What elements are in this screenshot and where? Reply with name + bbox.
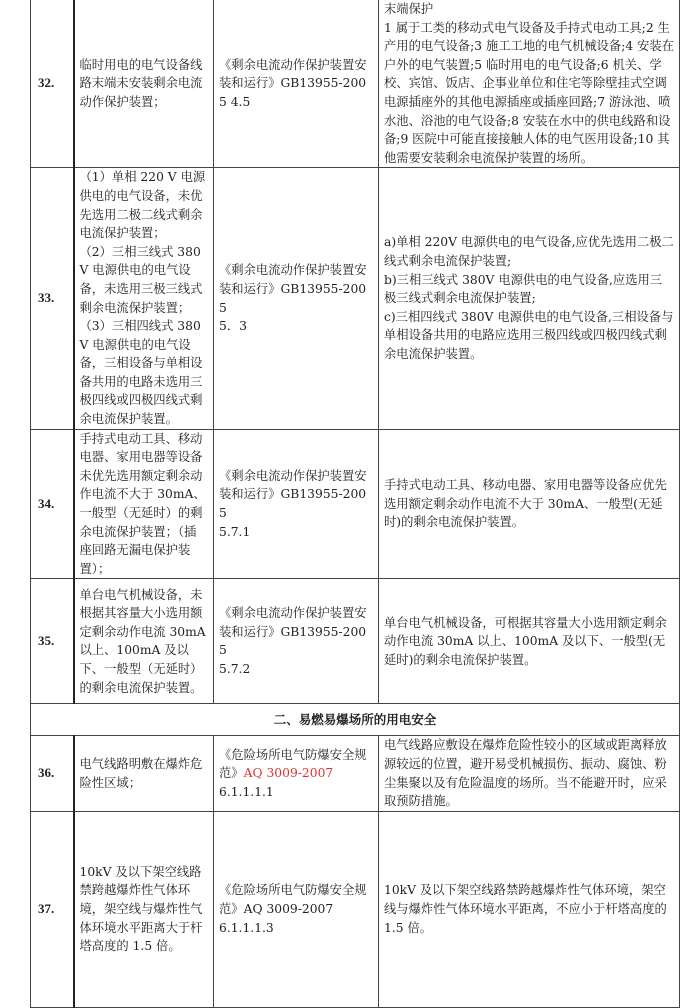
row-number: 36. [31, 736, 74, 811]
row-number: 34. [31, 429, 74, 579]
row-number: 33. [31, 168, 74, 429]
reference-cell: 《剩余电流动作保护装置安装和运行》GB13955-2005 5.7.2 [214, 579, 379, 704]
issue-cell: 10kV 及以下架空线路禁跨越爆炸性气体环境，架空线与爆炸性气体环境水平距离大于杆塔高度的 1.5 倍。 [74, 811, 214, 1007]
issue-cell: 手持式电动工具、移动电器、家用电器等设备未优先选用额定剩余动作电流不大于 30mA、一般型（无延时）的剩余电流保护装置；（插座回路无漏电保护装置）； [74, 429, 214, 579]
reference-cell: 《危险场所电气防爆安全规范》AQ 3009-2007 6.1.1.1.3 [214, 811, 379, 1007]
hazard-table [30, 0, 680, 1008]
table-row [31, 736, 680, 811]
row-number: 32. [31, 0, 74, 168]
reference-code-highlighted: AQ 3009-2007 [243, 766, 334, 781]
reference-cell [214, 736, 379, 811]
reference-title: 《危险场所电气防爆安全规范》 [219, 747, 367, 781]
issue-cell: 临时用电的电气设备线路末端未安装剩余电流动作保护装置； [74, 0, 214, 168]
requirement-cell: 电气线路应敷设在爆炸危险性较小的区域或距离释放源较远的位置，避开易受机械损伤、振动、腐蚀、粉尘集聚以及有危险温度的场所。当不能避开时，应采取预防措施。 [379, 736, 680, 811]
requirement-cell: 末端保护 1 属于工类的移动式电气设备及手持式电动工具;2 生产用的电气设备;3 施工工地的电气机械设备;4 安装在户外的电气装置;5 临时用电的电气设备;6 机关、学校、宾馆、饭店、企事业单位和住宅等除壁挂式空调电源插座外的其他电源插座或插座回路;7 游泳池、喷水池、浴池的电气设备;8 安装在水中的供电线路和设备;9 医院中可能直接接触人体的电气医用设备;10 其他需要安装剩余电流保护装置的场所。 [379, 0, 680, 168]
issue-cell: 单台电气机械设备，未根据其容量大小选用额定剩余动作电流 30mA 以上、100mA 及以下、一般型（无延时）的剩余电流保护装置。 [74, 579, 214, 704]
reference-cell: 《剩余电流动作保护装置安装和运行》GB13955-2005 5.7.1 [214, 429, 379, 579]
section-title: 二、易燃易爆场所的用电安全 [31, 704, 680, 736]
reference-cell: 《剩余电流动作保护装置安装和运行》GB13955-2005 4.5 [214, 0, 379, 168]
table-row [31, 168, 680, 429]
requirement-cell: 手持式电动工具、移动电器、家用电器等设备应优先选用额定剩余动作电流不大于 30mA、一般型(无延时)的剩余电流保护装置。 [379, 429, 680, 579]
requirement-cell: a)单相 220V 电源供电的电气设备,应优先选用二极二线式剩余电流保护装置; b)三相三线式 380V 电源供电的电气设备,应选用三极三线式剩余电流保护装置; c)三相四线式 380V 电源供电的电气设备,三相设备与单相设备共用的电路应选用三极四线或四极四线式剩余电流保护装置。 [379, 168, 680, 429]
requirement-cell: 10kV 及以下架空线路禁跨越爆炸性气体环境，架空线与爆炸性气体环境水平距离，不应小于杆塔高度的 1.5 倍。 [379, 811, 680, 1007]
table-row [31, 0, 680, 168]
row-number: 35. [31, 579, 74, 704]
section-header-row [31, 704, 680, 736]
issue-cell: 电气线路明敷在爆炸危险性区域； [74, 736, 214, 811]
table-row [31, 429, 680, 579]
issue-cell: （1）单相 220 V 电源供电的电气设备，未优先选用二极二线式剩余电流保护装置； （2）三相三线式 380 V 电源供电的电气设备，未选用三极三线式剩余电流保护装置； （3）三相四线式 380 V 电源供电的电气设备，三相设备与单相设备共用的电路未选用三极四线或四极四线式剩余电流保护装置。 [74, 168, 214, 429]
table-row [31, 579, 680, 704]
row-number: 37. [31, 811, 74, 1007]
reference-clause: 6.1.1.1.1 [219, 784, 274, 799]
reference-cell: 《剩余电流动作保护装置安装和运行》GB13955-2005 5．3 [214, 168, 379, 429]
requirement-cell: 单台电气机械设备，可根据其容量大小选用额定剩余动作电流 30mA 以上、100mA 及以下、一般型(无延时)的剩余电流保护装置。 [379, 579, 680, 704]
table-row [31, 811, 680, 1007]
